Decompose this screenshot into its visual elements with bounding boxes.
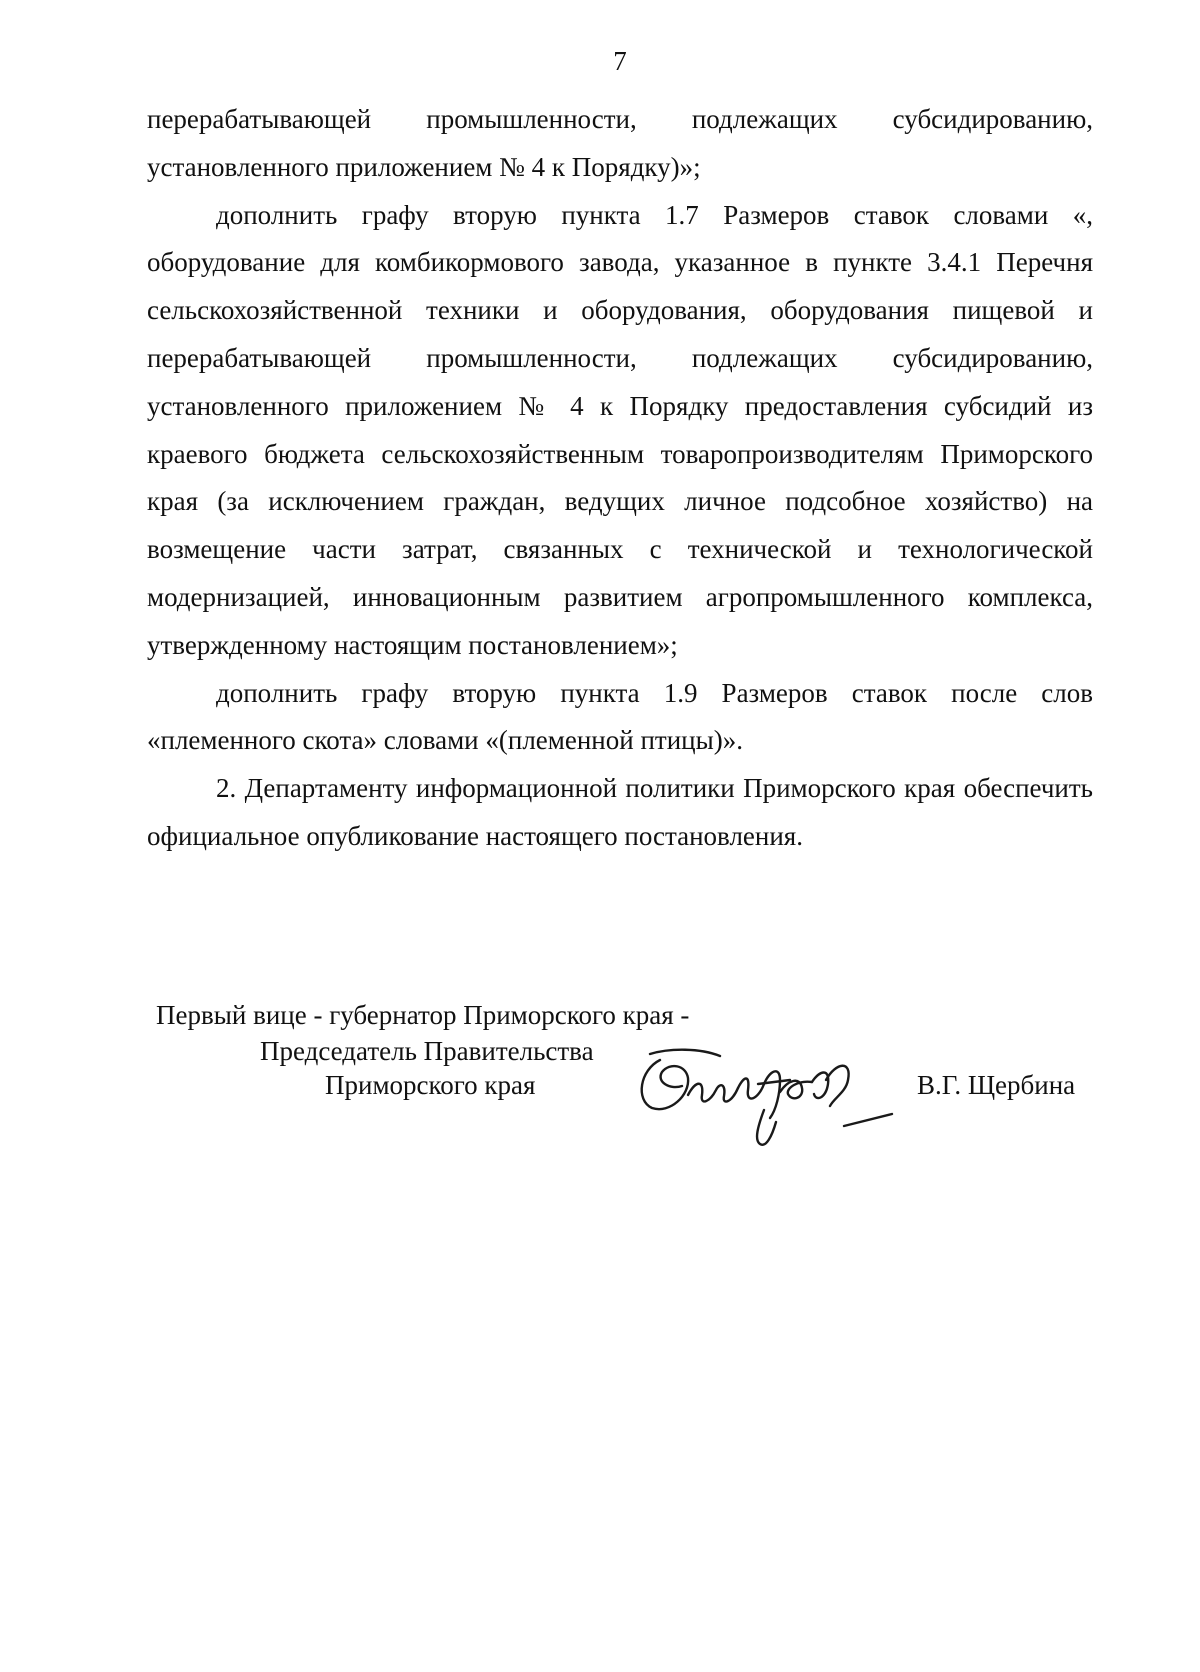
handwritten-signature <box>630 1040 910 1150</box>
paragraph-publication-order: 2. Департаменту информационной политики Приморского края обеспечить официальное опубликование настоящего постановления. <box>147 773 1093 851</box>
signatory-title-line-3: Приморского края <box>325 1070 536 1100</box>
paragraph-amendment-1-9: дополнить графу вторую пункта 1.9 Размеров ставок после слов «племенного скота» словами «(племенной птицы)». <box>147 677 1093 756</box>
signatory-title-line-2: Председатель Правительства <box>260 1036 594 1066</box>
page-number: 7 <box>613 46 627 76</box>
paragraph-continuation: перерабатывающей промышленности, подлежащих субсидированию, установленного приложением № 4 к Порядку)»; <box>147 104 1093 182</box>
signatory-name: В.Г. Щербина <box>917 1070 1076 1100</box>
paragraph-amendment-1-7: дополнить графу вторую пункта 1.7 Размеров ставок словами «, оборудование для комбикормового завода, указанное в пункте 3.4.1 Перечня сельскохозяйственной техники и оборудования, оборудования пищевой и перерабатывающей промышленности, подлежащих субсидированию, установленного приложением № 4 к Порядку предоставления субсидий из краевого бюджета сельскохозяйственным товаропроизводителям Приморского края (за исключением граждан, ведущих личное подсобное хозяйство) на возмещение части затрат, связанных с технической и технологической модернизацией, инновационным развитием агропромышленного комплекса, утвержденному настоящим постановлением»; <box>147 199 1093 660</box>
document-body <box>147 96 1093 861</box>
signatory-title-line-1: Первый вице - губернатор Приморского края - <box>156 1000 690 1030</box>
